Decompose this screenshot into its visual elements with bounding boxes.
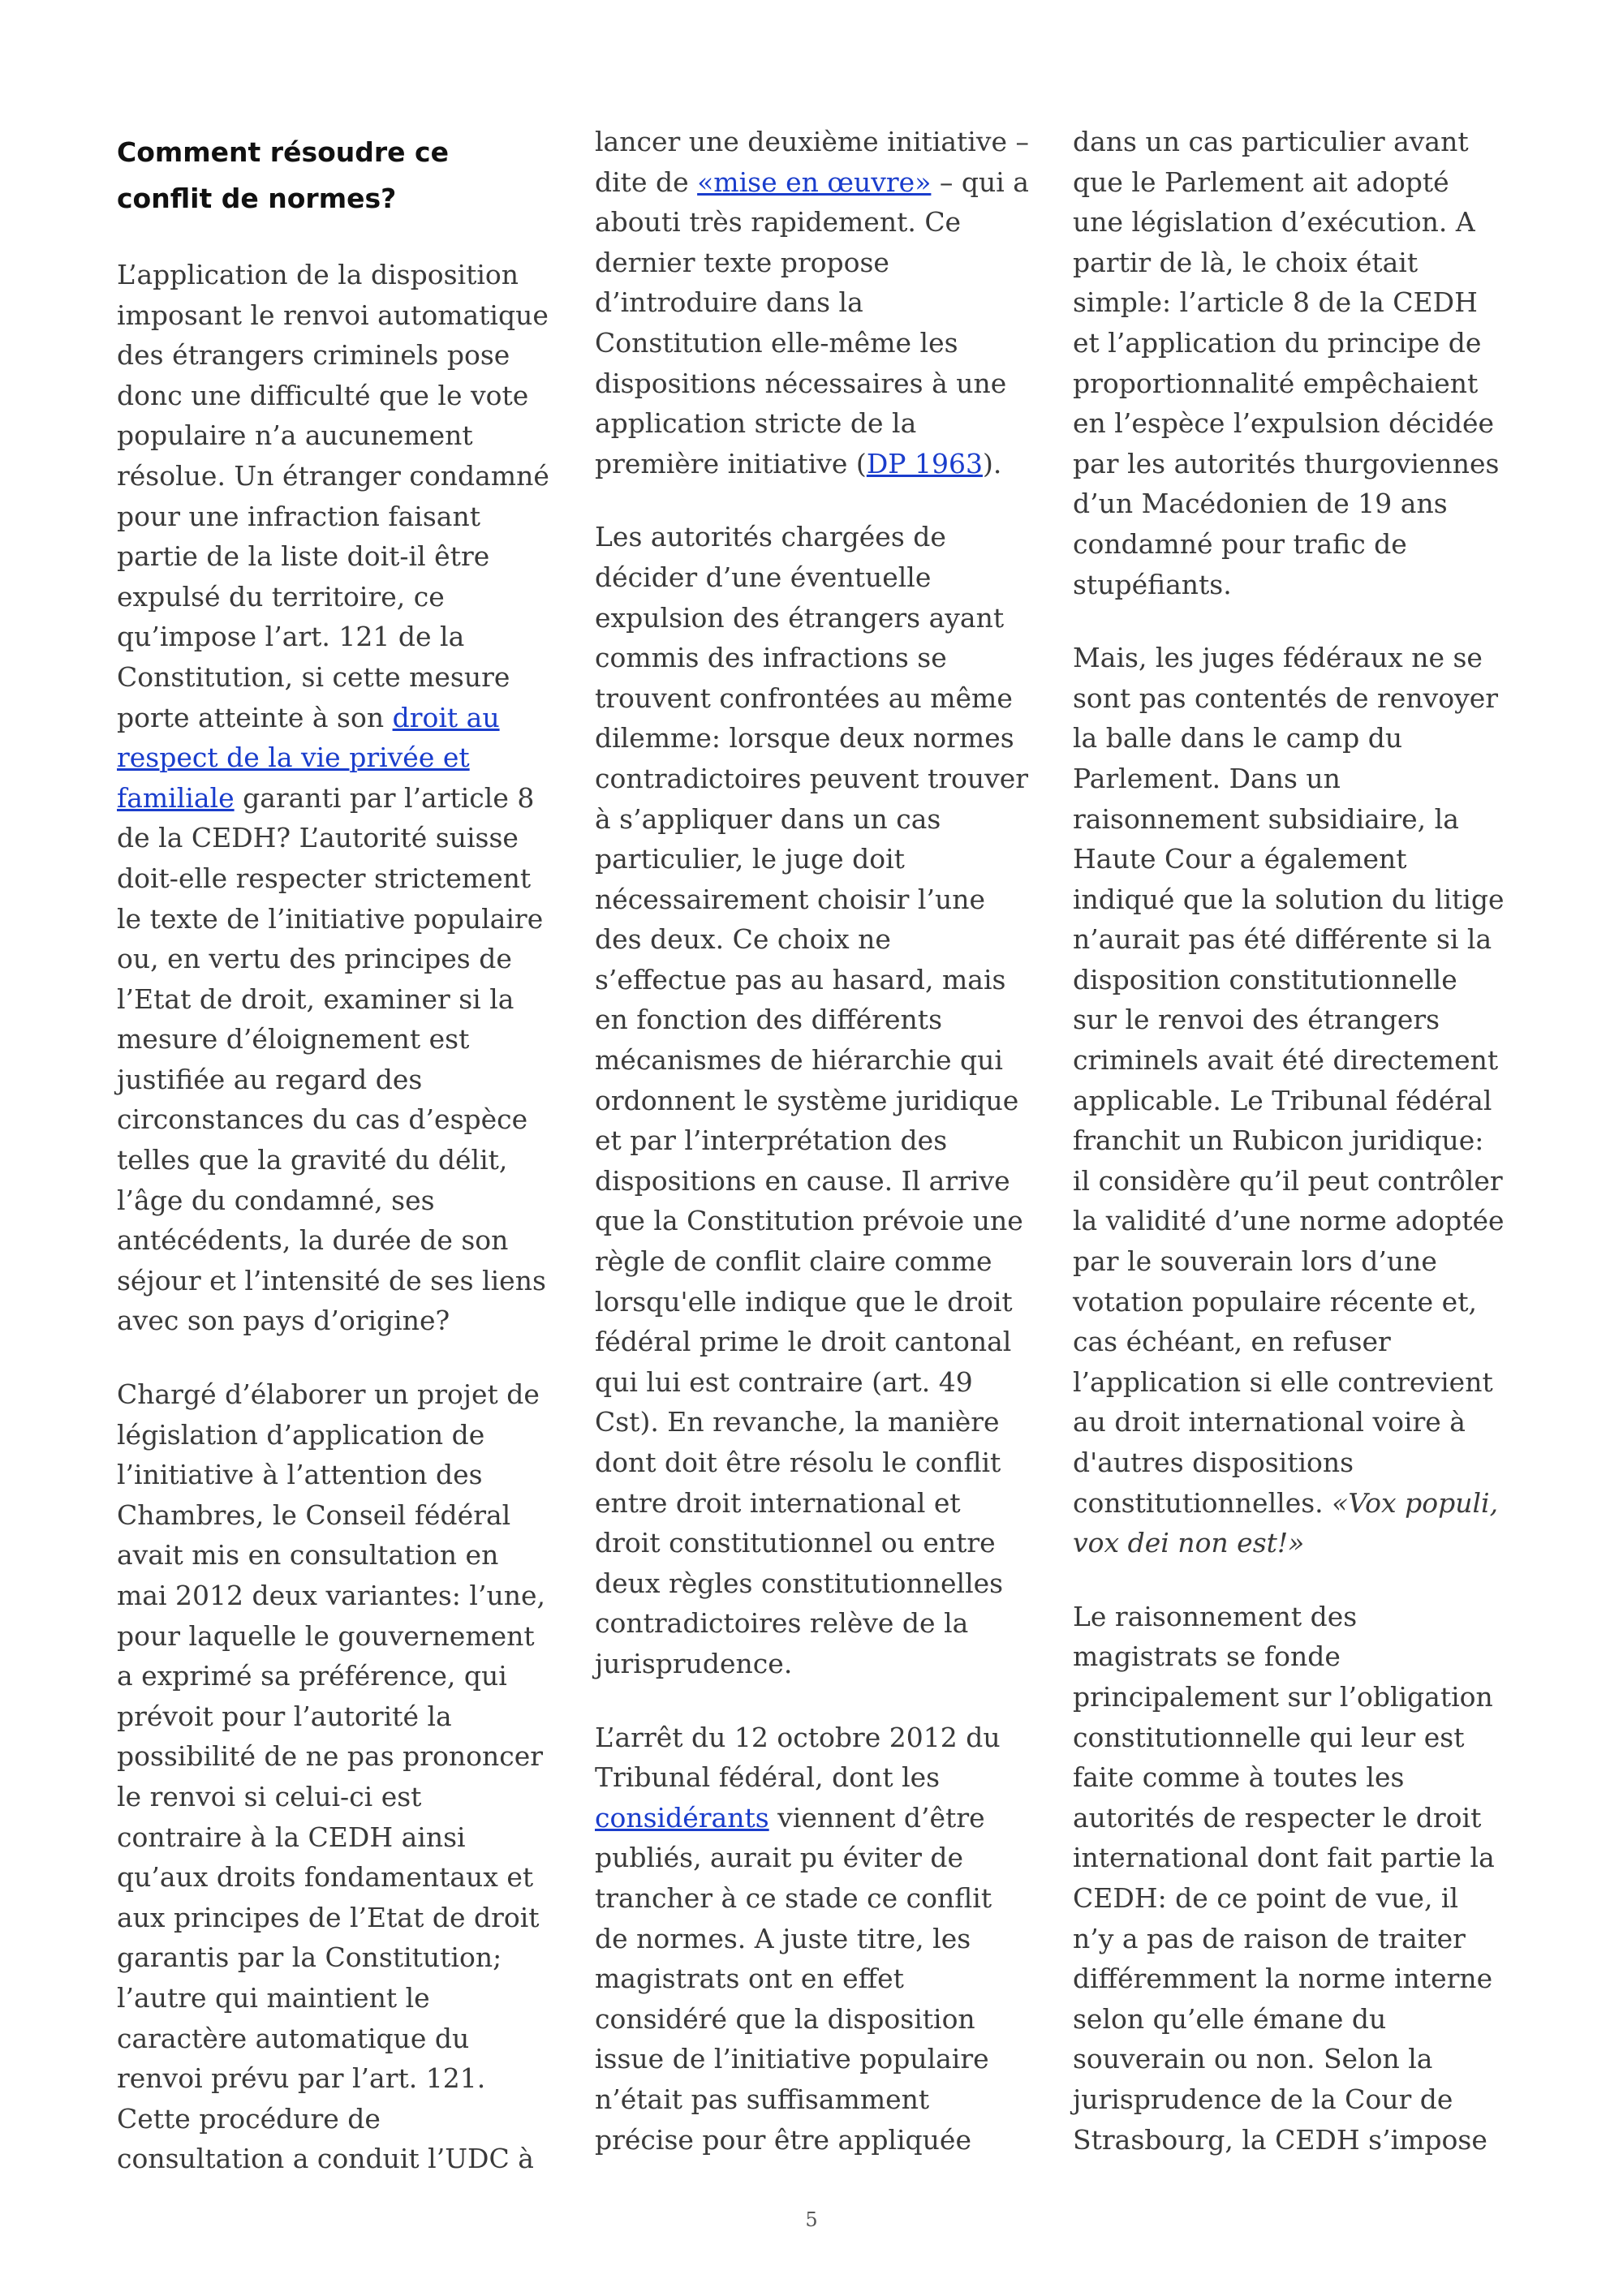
text-line: faite comme à toutes les [1073, 1761, 1405, 1794]
text-line: mai 2012 deux variantes: l’une, [117, 1580, 545, 1611]
text-line: CEDH: de ce point de vue, il [1073, 1881, 1459, 1914]
text-line: s’effectue pas au hasard, mais [595, 963, 1006, 995]
section-heading [117, 129, 539, 221]
text-line: jurisprudence de la Cour de [1073, 2083, 1453, 2115]
text-line: une législation d’exécution. A [1073, 206, 1475, 239]
text-line: résolue. Un étranger condamné [117, 459, 549, 492]
text-line: entre droit international et [595, 1486, 961, 1519]
text-line: dilemme: lorsque deux normes [595, 722, 1014, 755]
text-line: ordonnent le système juridique [595, 1084, 1019, 1116]
text-line: telles que la gravité du délit, [117, 1144, 508, 1176]
text-fragment: constitutionnelles. [1073, 1486, 1332, 1519]
text-line: expulsé du territoire, ce [117, 580, 445, 613]
text-line: doit-elle respecter strictement [117, 862, 532, 894]
text-line: l’autre qui maintient le [117, 1981, 430, 2014]
text-line: n’aurait pas été différente si la [1073, 923, 1492, 956]
text-line: sont pas contentés de renvoyer [1073, 681, 1499, 714]
paragraph [117, 255, 549, 1341]
text-line: proportionnalité empêchaient [1073, 367, 1479, 399]
considerants-link[interactable]: considérants [595, 1801, 769, 1834]
text-line: possibilité de ne pas prononcer [117, 1740, 544, 1773]
text-line: de la CEDH? L’autorité suisse [117, 822, 519, 854]
text-line: Constitution elle-même les [595, 326, 958, 359]
latin-quote: «Vox populi, [1332, 1486, 1499, 1519]
text-line: Tribunal fédéral, dont les [595, 1761, 941, 1794]
text-line: mesure d’éloignement est [117, 1023, 470, 1056]
text-line: L’application de la disposition [117, 259, 519, 290]
text-fragment: garanti par l’article 8 [234, 781, 535, 814]
text-line: d'autres dispositions [1073, 1447, 1354, 1478]
page-number: 5 [805, 2208, 818, 2231]
text-line: des deux. Ce choix ne [595, 923, 891, 956]
text-line: international dont fait partie la [1073, 1842, 1495, 1874]
text-line: justifiée au regard des [117, 1063, 423, 1095]
text-line: trancher à ce stade ce conflit [595, 1881, 992, 1914]
text-line: partie de la liste doit-il être [117, 540, 490, 573]
text-line: le renvoi si celui-ci est [117, 1780, 422, 1812]
text-line: n’y a pas de raison de traiter [1073, 1922, 1466, 1954]
text-line: stupéfiants. [1073, 568, 1232, 600]
paragraph [595, 1718, 1017, 2161]
text-line: indiqué que la solution du litige [1073, 883, 1505, 915]
text-line: populaire n’a aucunement [117, 419, 473, 452]
dp-1963-link[interactable]: DP 1963 [866, 447, 983, 479]
text-line: en fonction des différents [595, 1004, 943, 1036]
text-line: il considère qu’il peut contrôler [1073, 1164, 1503, 1197]
text-line: circonstances du cas d’espèce [117, 1103, 528, 1136]
text-line [1073, 1483, 1499, 1524]
text-line: imposant le renvoi automatique [117, 299, 549, 331]
text-line: applicable. Le Tribunal fédéral [1073, 1084, 1492, 1116]
text-line: condamné pour trafic de [1073, 527, 1407, 560]
text-line: franchit un Rubicon juridique: [1073, 1124, 1484, 1157]
text-line: principalement sur l’obligation [1073, 1680, 1493, 1713]
text-line: jurisprudence. [595, 1647, 793, 1679]
text-line: cas échéant, en refuser [1073, 1326, 1391, 1358]
text-line: législation d’application de [117, 1418, 485, 1451]
text-line: Haute Cour a également [1073, 843, 1407, 875]
text-line: dernier texte propose [595, 246, 889, 278]
text-fragment: viennent d’être [768, 1801, 985, 1834]
text-line: Chambres, le Conseil fédéral [117, 1498, 511, 1531]
text-line: fédéral prime le droit cantonal [595, 1326, 1012, 1358]
text-line: a exprimé sa préférence, qui [117, 1660, 507, 1692]
mise-en-oeuvre-link[interactable]: «mise en œuvre» [697, 166, 932, 198]
text-line: garantis par la Constitution; [117, 1941, 502, 1974]
text-line: lancer une deuxième initiative – [595, 126, 1030, 157]
text-line: dans un cas particulier avant [1073, 126, 1469, 157]
privacy-right-link[interactable]: droit au [392, 701, 500, 733]
text-line: consultation a conduit l’UDC à [117, 2143, 534, 2175]
text-line: l’initiative à l’attention des [117, 1459, 483, 1491]
text-line [595, 444, 1017, 484]
column-2 [595, 122, 1030, 2193]
text-line: avait mis en consultation en [117, 1539, 499, 1572]
text-line: qu’aux droits fondamentaux et [117, 1861, 534, 1894]
text-line: abouti très rapidement. Ce [595, 206, 962, 239]
text-line: aux principes de l’Etat de droit [117, 1901, 540, 1933]
text-line: souverain ou non. Selon la [1073, 2043, 1433, 2075]
text-line: Cette procédure de [117, 2102, 381, 2135]
text-line: que la Constitution prévoie une [595, 1205, 1023, 1237]
text-line: particulier, le juge doit [595, 843, 905, 875]
text-line: précise pour être appliquée [595, 2123, 971, 2156]
text-line: que le Parlement ait adopté [1073, 166, 1449, 198]
text-line: pour laquelle le gouvernement [117, 1619, 535, 1652]
text-line: d’introduire dans la [595, 286, 863, 319]
text-line: contradictoires peuvent trouver [595, 762, 1029, 794]
text-line: qui lui est contraire (art. 49 [595, 1365, 973, 1398]
text-line: décider d’une éventuelle [595, 561, 932, 593]
text-line: nécessairement choisir l’une [595, 883, 986, 915]
text-line: l’Etat de droit, examiner si la [117, 982, 514, 1015]
text-line [1073, 1523, 1495, 1563]
text-line: issue de l’initiative populaire [595, 2043, 989, 2075]
text-line: de normes. A juste titre, les [595, 1922, 971, 1954]
text-line: raisonnement subsidiaire, la [1073, 802, 1459, 835]
text-line: contraire à la CEDH ainsi [117, 1821, 466, 1853]
text-line: constitutionnelle qui leur est [1073, 1721, 1465, 1753]
text-line: séjour et l’intensité de ses liens [117, 1264, 546, 1296]
text-line: commis des infractions se [595, 642, 947, 674]
text-line: au droit international voire à [1073, 1406, 1466, 1438]
privacy-right-link-continued[interactable]: respect de la vie privée et [117, 742, 470, 774]
text-line: et l’application du principe de [1073, 326, 1482, 359]
text-line: Chargé d’élaborer un projet de [117, 1378, 540, 1411]
text-fragment: ). [982, 447, 1002, 479]
text-line: antécédents, la durée de son [117, 1224, 509, 1257]
text-fragment: porte atteinte à son [117, 701, 393, 733]
text-line: dispositions en cause. Il arrive [595, 1164, 1010, 1197]
text-line: Mais, les juges fédéraux ne se [1073, 642, 1483, 674]
latin-quote-continued: vox dei non est!» [1073, 1527, 1305, 1559]
paragraph [1073, 638, 1505, 1563]
text-line: Parlement. Dans un [1073, 762, 1341, 794]
text-line: contradictoires relève de la [595, 1607, 969, 1640]
text-line: dispositions nécessaires à une [595, 367, 1007, 399]
text-line: sur le renvoi des étrangers [1073, 1004, 1440, 1036]
text-line: par le souverain lors d’une [1073, 1245, 1437, 1278]
text-line: dont doit être résolu le conflit [595, 1447, 1001, 1478]
text-line: la balle dans le camp du [1073, 722, 1403, 755]
text-line: disposition constitutionnelle [1073, 963, 1457, 995]
column-1 [117, 122, 549, 2212]
text-line: application stricte de la [595, 407, 917, 440]
text-line: partir de là, le choix était [1073, 246, 1419, 278]
text-line: à s’appliquer dans un cas [595, 802, 941, 835]
text-line: expulsion des étrangers ayant [595, 601, 1005, 634]
text-line: différemment la norme interne [1073, 1963, 1493, 1995]
paragraph [117, 1374, 545, 2179]
text-line: votation populaire récente et, [1073, 1285, 1477, 1318]
text-line: Les autorités chargées de [595, 521, 946, 553]
text-line [595, 162, 1029, 203]
paragraph [1073, 122, 1500, 604]
text-line: des étrangers criminels pose [117, 339, 510, 372]
text-line: publiés, aurait pu éviter de [595, 1842, 964, 1874]
text-line: caractère automatique du [117, 2022, 470, 2054]
text-line: renvoi prévu par l’art. 121. [117, 2062, 486, 2095]
text-line: Le raisonnement des [1073, 1600, 1358, 1632]
heading-line: conflit de normes? [117, 183, 397, 214]
text-line: d’un Macédonien de 19 ans [1073, 488, 1448, 520]
text-line: avec son pays d’origine? [117, 1305, 450, 1337]
text-line: l’application si elle contrevient [1073, 1365, 1493, 1398]
text-line: la validité d’une norme adoptée [1073, 1205, 1505, 1237]
column-3 [1073, 122, 1505, 2193]
text-line: magistrats se fonde [1073, 1640, 1341, 1673]
text-line [117, 737, 539, 778]
text-line: simple: l’article 8 de la CEDH [1073, 286, 1478, 319]
text-line: considéré que la disposition [595, 2002, 975, 2035]
text-line: autorités de respecter le droit [1073, 1801, 1482, 1834]
text-line: criminels avait été directement [1073, 1044, 1499, 1077]
text-line [595, 1798, 1017, 1838]
text-line: mécanismes de hiérarchie qui [595, 1044, 1003, 1077]
text-line: n’était pas suffisamment [595, 2083, 930, 2115]
privacy-right-link-end[interactable]: familiale [117, 781, 235, 814]
text-line: en l’espèce l’expulsion décidée [1073, 407, 1495, 440]
text-line: et par l’interprétation des [595, 1124, 948, 1157]
text-line: L’arrêt du 12 octobre 2012 du [595, 1721, 1001, 1753]
text-line: deux règles constitutionnelles [595, 1567, 1004, 1599]
text-line: prévoit pour l’autorité la [117, 1700, 452, 1732]
text-line: qu’impose l’art. 121 de la [117, 621, 465, 653]
paragraph [595, 517, 1029, 1683]
paragraph [1073, 1597, 1495, 2160]
text-line: Constitution, si cette mesure [117, 660, 510, 693]
text-line: pour une infraction faisant [117, 500, 480, 532]
text-line: par les autorités thurgoviennes [1073, 447, 1500, 479]
text-line: magistrats ont en effet [595, 1963, 904, 1995]
text-line: règle de conflit claire comme [595, 1245, 992, 1278]
text-line: donc une difficulté que le vote [117, 379, 529, 411]
text-line [117, 698, 539, 738]
text-line: l’âge du condamné, ses [117, 1184, 435, 1216]
text-line [117, 778, 539, 819]
text-line: droit constitutionnel ou entre [595, 1527, 996, 1559]
text-line: trouvent confrontées au même [595, 681, 1013, 714]
text-line: le texte de l’initiative populaire [117, 902, 544, 935]
text-line: lorsqu'elle indique que le droit [595, 1285, 1013, 1318]
text-line: Cst). En revanche, la manière [595, 1406, 1000, 1438]
text-line: ou, en vertu des principes de [117, 943, 512, 975]
text-fragment: dite de [595, 166, 698, 198]
text-fragment: – qui a [931, 166, 1029, 198]
text-line: selon qu’elle émane du [1073, 2002, 1387, 2035]
heading-line: Comment résoudre ce [117, 136, 449, 168]
text-line: Strasbourg, la CEDH s’impose [1073, 2123, 1487, 2156]
text-fragment: première initiative ( [595, 447, 867, 479]
paragraph [595, 122, 1030, 484]
